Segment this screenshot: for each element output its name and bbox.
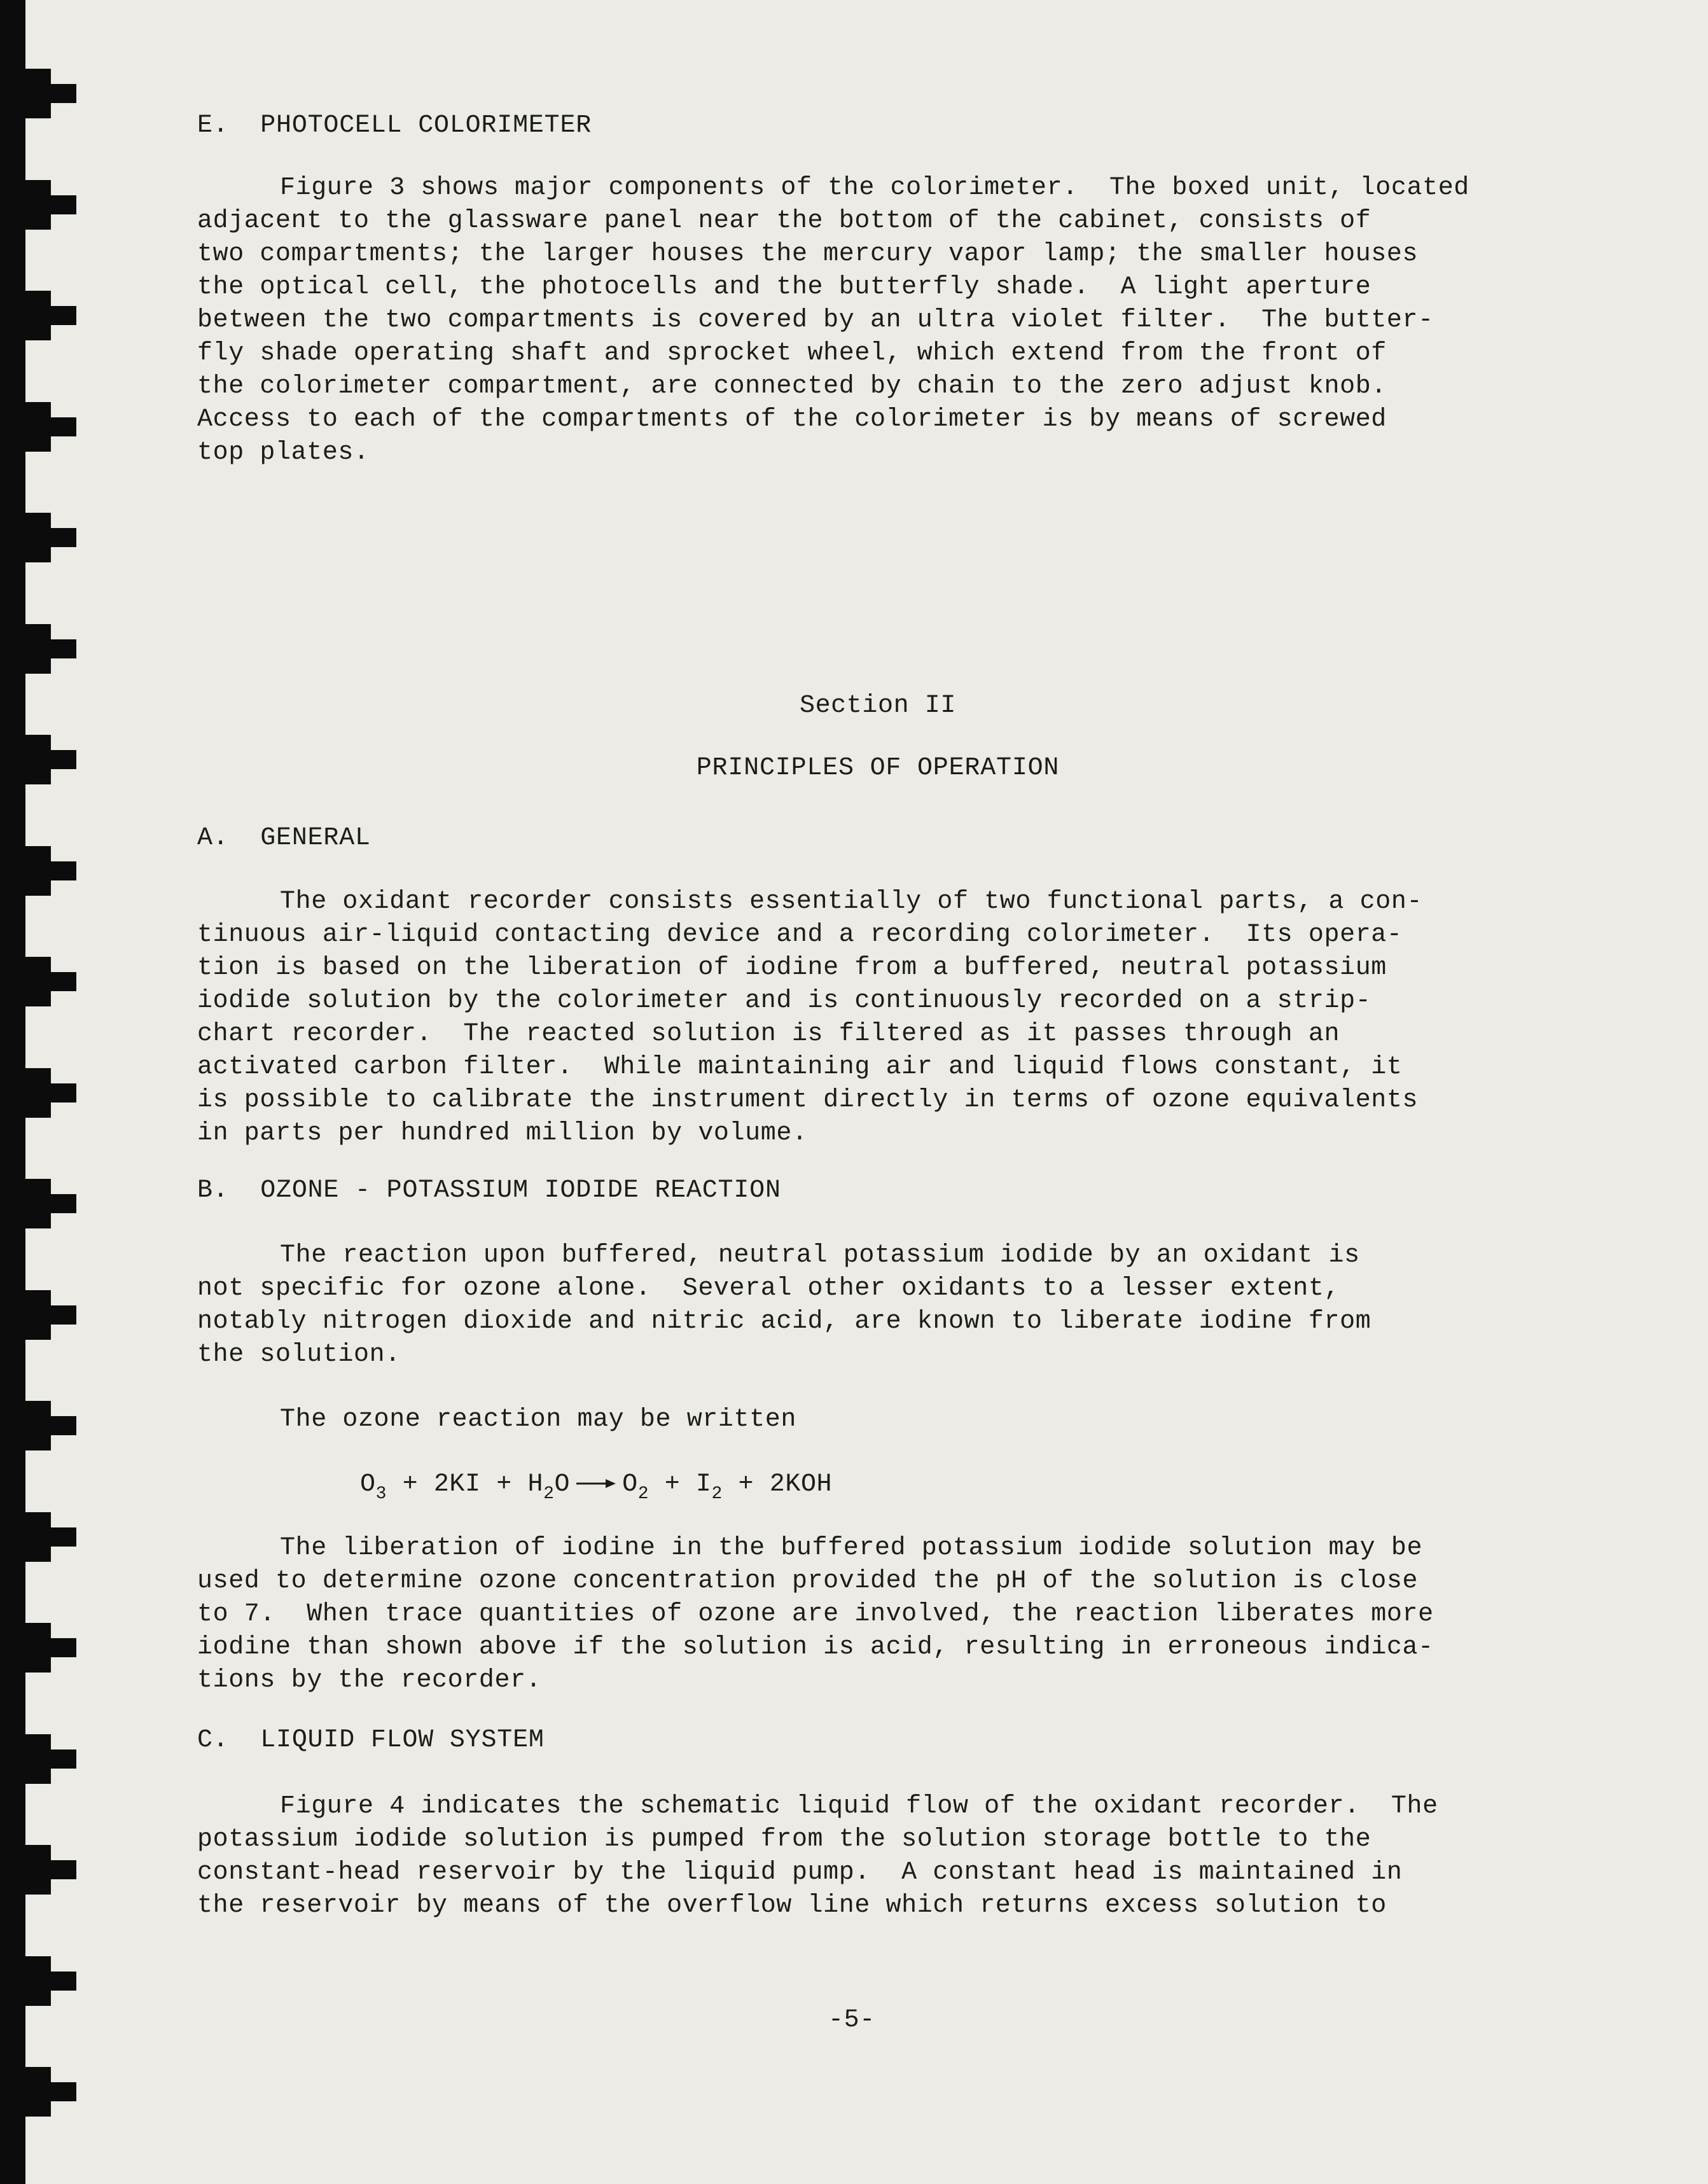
section-a-line: is possible to calibrate the instrument directly in terms of ozone equivalents bbox=[197, 1086, 1419, 1115]
section-b-line: iodine than shown above if the solution is acid, resulting in erroneous indica- bbox=[197, 1633, 1434, 1662]
eq-h2o-o: O bbox=[554, 1470, 571, 1499]
binding-hole bbox=[25, 624, 51, 674]
binding-hole bbox=[25, 69, 51, 118]
section-b-line: the solution. bbox=[197, 1340, 401, 1369]
ozone-equation bbox=[360, 1468, 832, 1503]
section-e-line: the colorimeter compartment, are connected by chain to the zero adjust knob. bbox=[197, 372, 1387, 401]
binding-hole bbox=[25, 180, 51, 230]
binding-hole bbox=[25, 1956, 51, 2006]
section-b-line: The liberation of iodine in the buffered potassium iodide solution may be bbox=[280, 1534, 1423, 1562]
section-e-heading: E. PHOTOCELL COLORIMETER bbox=[197, 111, 592, 140]
section-b-heading: B. OZONE - POTASSIUM IODIDE REACTION bbox=[197, 1176, 781, 1205]
binding-strip bbox=[0, 0, 25, 2184]
section-a-line: iodide solution by the colorimeter and is continuously recorded on a strip- bbox=[197, 987, 1371, 1015]
eq-plus-i2: + I bbox=[649, 1470, 712, 1499]
section-c-heading: C. LIQUID FLOW SYSTEM bbox=[197, 1726, 545, 1755]
section-b-line: The reaction upon buffered, neutral potassium iodide by an oxidant is bbox=[280, 1241, 1360, 1270]
binding-hole bbox=[25, 1512, 51, 1562]
section-a-line: activated carbon filter. While maintaining air and liquid flows constant, it bbox=[197, 1053, 1403, 1082]
section-b-line: used to determine ozone concentration provided the pH of the solution is close bbox=[197, 1567, 1419, 1596]
section-e-line: adjacent to the glassware panel near the bottom of the cabinet, consists of bbox=[197, 207, 1371, 235]
equation-intro: The ozone reaction may be written bbox=[280, 1405, 796, 1434]
section-c-line: constant-head reservoir by the liquid pump. A constant head is maintained in bbox=[197, 1858, 1403, 1887]
binding-hole bbox=[25, 402, 51, 452]
section-b-line: notably nitrogen dioxide and nitric acid, are known to liberate iodine from bbox=[197, 1307, 1371, 1336]
section-e-line: Figure 3 shows major components of the colorimeter. The boxed unit, located bbox=[280, 174, 1469, 202]
eq-o2-sub: 2 bbox=[637, 1484, 649, 1504]
section-b-line: to 7. When trace quantities of ozone are involved, the reaction liberates more bbox=[197, 1600, 1434, 1629]
section-a-line: in parts per hundred million by volume. bbox=[197, 1119, 808, 1148]
binding-hole bbox=[25, 846, 51, 896]
section-a-line: chart recorder. The reacted solution is filtered as it passes through an bbox=[197, 1020, 1340, 1048]
binding-hole bbox=[25, 1401, 51, 1450]
binding-hole bbox=[25, 735, 51, 784]
section-e-line: Access to each of the compartments of the colorimeter is by means of screwed bbox=[197, 405, 1387, 434]
binding-hole bbox=[25, 513, 51, 562]
section-c-line: the reservoir by means of the overflow line which returns excess solution to bbox=[197, 1891, 1387, 1920]
binding-hole bbox=[25, 1179, 51, 1228]
reaction-arrow-icon bbox=[574, 1477, 618, 1490]
section-e-line: fly shade operating shaft and sprocket wheel, which extend from the front of bbox=[197, 339, 1387, 368]
section-e-line: the optical cell, the photocells and the butterfly shade. A light aperture bbox=[197, 273, 1371, 302]
binding-hole bbox=[25, 2067, 51, 2117]
eq-i2-sub: 2 bbox=[711, 1484, 723, 1504]
section-e-line: two compartments; the larger houses the mercury vapor lamp; the smaller houses bbox=[197, 240, 1419, 268]
page-number: -5- bbox=[828, 2006, 875, 2034]
eq-h2o-h: H bbox=[527, 1470, 544, 1499]
section-e-line: top plates. bbox=[197, 438, 370, 467]
section-b-line: tions by the recorder. bbox=[197, 1666, 542, 1695]
binding-hole bbox=[25, 291, 51, 340]
eq-plus-koh: + 2KOH bbox=[722, 1470, 833, 1499]
binding-hole bbox=[25, 1623, 51, 1673]
section-a-heading: A. GENERAL bbox=[197, 824, 371, 852]
section-a-line: tion is based on the liberation of iodine from a buffered, neutral potassium bbox=[197, 954, 1387, 982]
eq-plus-2ki: + 2KI + bbox=[387, 1470, 528, 1499]
section-a-line: The oxidant recorder consists essentially of two functional parts, a con- bbox=[280, 887, 1423, 916]
binding-hole bbox=[25, 1068, 51, 1118]
binding-hole bbox=[25, 957, 51, 1006]
binding-hole bbox=[25, 1845, 51, 1895]
section-title: Section II bbox=[799, 692, 957, 720]
section-c-line: potassium iodide solution is pumped from the solution storage bottle to the bbox=[197, 1825, 1371, 1854]
section-subtitle: PRINCIPLES OF OPERATION bbox=[696, 754, 1060, 782]
eq-o2: O bbox=[622, 1470, 638, 1499]
binding-hole bbox=[25, 1290, 51, 1340]
section-a-line: tinuous air-liquid contacting device and a recording colorimeter. Its opera- bbox=[197, 921, 1403, 949]
section-c-line: Figure 4 indicates the schematic liquid flow of the oxidant recorder. The bbox=[280, 1792, 1438, 1821]
section-b-line: not specific for ozone alone. Several other oxidants to a lesser extent, bbox=[197, 1274, 1340, 1303]
eq-h2o-sub: 2 bbox=[543, 1484, 555, 1504]
eq-o3: O bbox=[360, 1470, 376, 1499]
section-e-line: between the two compartments is covered by an ultra violet filter. The butter- bbox=[197, 306, 1434, 335]
binding-hole bbox=[25, 1734, 51, 1784]
eq-o3-sub: 3 bbox=[375, 1484, 387, 1504]
